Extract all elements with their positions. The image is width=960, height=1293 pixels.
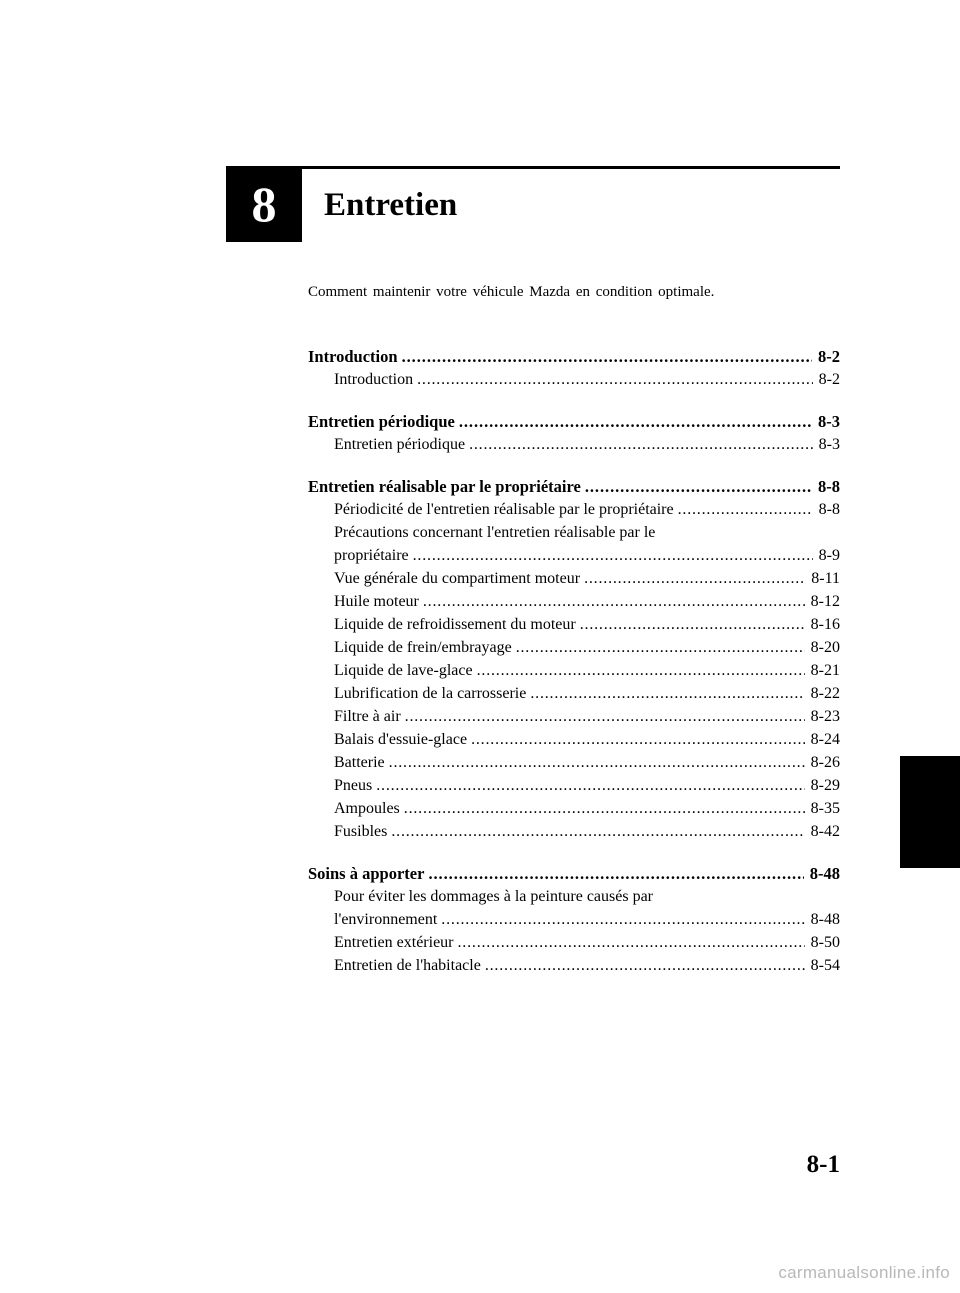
toc-entry-label: Lubrification de la carrosserie xyxy=(334,685,527,702)
toc-entry-label: Entretien extérieur xyxy=(334,934,454,951)
toc-entry[interactable] xyxy=(308,751,840,774)
toc-entry-label: Pneus xyxy=(334,777,373,794)
toc-entry-label: Balais d'essuie-glace xyxy=(334,731,468,748)
toc-section-heading-label: Soins à apporter xyxy=(308,864,425,883)
toc-entry-label: Ampoules xyxy=(334,800,400,817)
toc-entry-page-number: 8-35 xyxy=(810,800,840,817)
toc-entry-label: Entretien de l'habitacle xyxy=(334,957,481,974)
dot-leader xyxy=(376,774,804,797)
toc-entry[interactable] xyxy=(308,931,840,954)
table-of-contents xyxy=(308,345,840,996)
toc-section-heading-page-number: 8-2 xyxy=(818,347,840,366)
toc-entry-label: Fusibles xyxy=(334,823,388,840)
chapter-description: Comment maintenir votre véhicule Mazda en condition optimale. xyxy=(308,284,715,300)
dot-leader xyxy=(580,613,805,636)
toc-entry-label: Liquide de refroidissement du moteur xyxy=(334,616,576,633)
toc-section xyxy=(308,345,840,391)
dot-leader xyxy=(402,345,812,368)
toc-entry[interactable] xyxy=(308,659,840,682)
dot-leader xyxy=(441,908,804,931)
toc-entry-page-number: 8-2 xyxy=(818,371,840,388)
toc-entry-label: l'environnement xyxy=(334,911,438,928)
toc-section-heading-label: Introduction xyxy=(308,347,398,366)
toc-entry-label: Vue générale du compartiment moteur xyxy=(334,570,581,587)
dot-leader xyxy=(516,636,805,659)
toc-entry-line1[interactable] xyxy=(308,521,840,544)
toc-entry[interactable] xyxy=(308,433,840,456)
toc-entry-label: propriétaire xyxy=(334,547,409,564)
toc-entry-label: Introduction xyxy=(334,371,414,388)
toc-entry-label: Batterie xyxy=(334,754,385,771)
toc-entry-label: Liquide de frein/embrayage xyxy=(334,639,512,656)
watermark: carmanualsonline.info xyxy=(778,1263,950,1282)
toc-section-heading-label: Entretien réalisable par le propriétaire xyxy=(308,477,581,496)
toc-section-heading-label: Entretien périodique xyxy=(308,412,455,431)
toc-entry[interactable] xyxy=(308,820,840,843)
toc-entry-page-number: 8-42 xyxy=(810,823,840,840)
toc-entry-page-number: 8-16 xyxy=(810,616,840,633)
chapter-title: Entretien xyxy=(324,187,458,223)
dot-leader xyxy=(584,567,805,590)
toc-section-heading-page-number: 8-48 xyxy=(809,864,840,883)
chapter-header xyxy=(226,166,840,242)
toc-entry[interactable] xyxy=(308,774,840,797)
toc-entry-label: Périodicité de l'entretien réalisable par le propriétaire xyxy=(334,501,674,518)
toc-entry-page-number: 8-3 xyxy=(818,436,840,453)
chapter-number: 8 xyxy=(226,166,302,242)
toc-entry-page-number: 8-21 xyxy=(810,662,840,679)
toc-entry[interactable] xyxy=(308,954,840,977)
toc-entry-line1[interactable] xyxy=(308,885,840,908)
toc-entry-page-number: 8-26 xyxy=(810,754,840,771)
toc-entry[interactable] xyxy=(308,590,840,613)
dot-leader xyxy=(469,433,813,456)
dot-leader xyxy=(471,728,805,751)
toc-entry[interactable] xyxy=(308,728,840,751)
dot-leader xyxy=(485,954,805,977)
page-number: 8-1 xyxy=(806,1151,840,1178)
toc-entry[interactable] xyxy=(308,705,840,728)
toc-entry-label: Huile moteur xyxy=(334,593,419,610)
toc-entry-page-number: 8-48 xyxy=(810,911,840,928)
toc-entry-page-number: 8-9 xyxy=(818,547,840,564)
toc-entry[interactable] xyxy=(308,544,840,567)
toc-section-heading[interactable] xyxy=(308,475,840,498)
dot-leader xyxy=(391,820,804,843)
toc-entry-label: Entretien périodique xyxy=(334,436,466,453)
toc-section xyxy=(308,475,840,843)
toc-entry-label: Liquide de lave-glace xyxy=(334,662,473,679)
toc-entry[interactable] xyxy=(308,908,840,931)
dot-leader xyxy=(585,475,812,498)
dot-leader xyxy=(477,659,805,682)
toc-entry-page-number: 8-22 xyxy=(810,685,840,702)
dot-leader xyxy=(458,931,805,954)
dot-leader xyxy=(678,498,813,521)
toc-entry-page-number: 8-24 xyxy=(810,731,840,748)
dot-leader xyxy=(530,682,804,705)
dot-leader xyxy=(404,797,805,820)
toc-entry-page-number: 8-8 xyxy=(818,501,840,518)
dot-leader xyxy=(417,368,813,391)
dot-leader xyxy=(389,751,805,774)
toc-entry[interactable] xyxy=(308,613,840,636)
dot-leader xyxy=(405,705,805,728)
dot-leader xyxy=(423,590,805,613)
toc-section-heading-page-number: 8-3 xyxy=(818,412,840,431)
toc-entry[interactable] xyxy=(308,368,840,391)
dot-leader xyxy=(413,544,813,567)
chapter-side-tab xyxy=(900,756,960,868)
toc-section xyxy=(308,410,840,456)
toc-entry-label: Précautions concernant l'entretien réalisable par le xyxy=(334,524,656,541)
toc-entry-page-number: 8-54 xyxy=(810,957,840,974)
toc-entry-page-number: 8-12 xyxy=(810,593,840,610)
toc-section xyxy=(308,862,840,977)
toc-section-heading[interactable] xyxy=(308,345,840,368)
toc-entry-label: Filtre à air xyxy=(334,708,401,725)
toc-entry-label: Pour éviter les dommages à la peinture causés par xyxy=(334,888,653,905)
toc-entry[interactable] xyxy=(308,797,840,820)
toc-entry-page-number: 8-20 xyxy=(810,639,840,656)
toc-section-heading[interactable] xyxy=(308,410,840,433)
toc-entry[interactable] xyxy=(308,498,840,521)
toc-entry[interactable] xyxy=(308,682,840,705)
chapter-rule xyxy=(226,166,840,169)
toc-entry[interactable] xyxy=(308,636,840,659)
dot-leader xyxy=(428,862,803,885)
toc-entry-page-number: 8-11 xyxy=(811,570,840,587)
toc-entry[interactable] xyxy=(308,567,840,590)
toc-entry-page-number: 8-29 xyxy=(810,777,840,794)
toc-section-heading[interactable] xyxy=(308,862,840,885)
toc-entry-page-number: 8-50 xyxy=(810,934,840,951)
dot-leader xyxy=(459,410,812,433)
toc-entry-page-number: 8-23 xyxy=(810,708,840,725)
toc-section-heading-page-number: 8-8 xyxy=(818,477,840,496)
